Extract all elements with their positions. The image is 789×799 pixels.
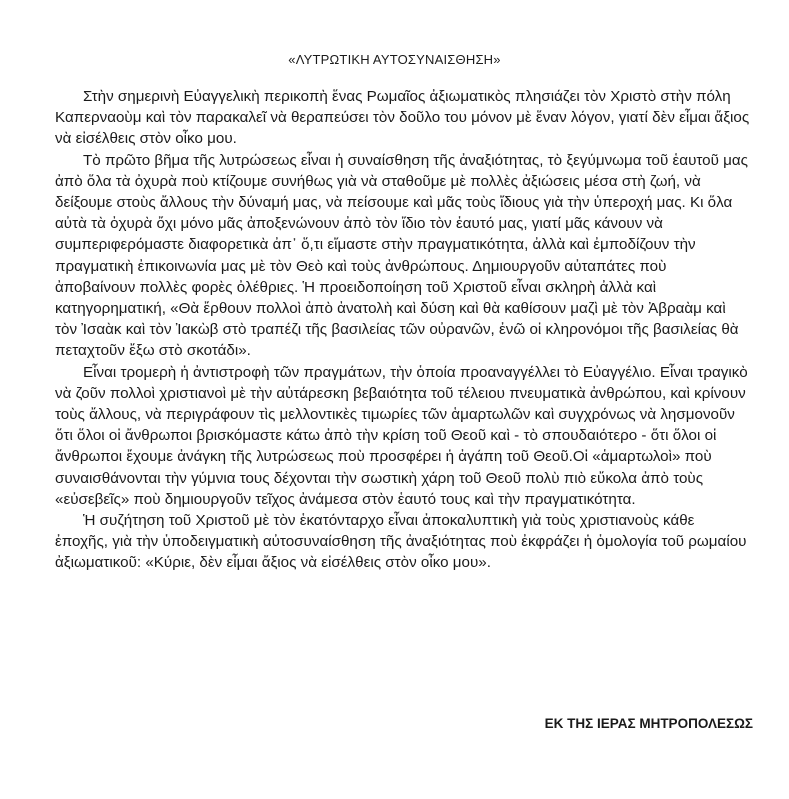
paragraph-4: Ἡ συζήτηση τοῦ Χριστοῦ μὲ τὸν ἑκατόνταρχο εἶναι ἀποκαλυπτικὴ γιὰ τοὺς χριστιανοὺς κάθε ἐποχῆς, γιὰ τὴν ὑποδειγματικὴ αὐτοσυναίσθηση τῆς ἀναξιότητας ποὺ ἐκφράζει ἡ ὁμολογία τοῦ ρωμαίου ἀξιωματικοῦ: «Κύριε, δὲν εἶμαι ἄξιος νὰ εἰσέλθεις στὸν οἶκο μου».	[55, 512, 747, 572]
paragraph-1: Στὴν σημερινὴ Εὐαγγελικὴ περικοπὴ ἕνας Ρωμαῖος ἀξιωματικὸς πλησιάζει τὸν Χριστὸ στὴν πόλη Καπερναοὺμ καὶ τὸν παρακαλεῖ νὰ θεραπεύσει τὸν δοῦλο του μόνον μὲ ἕναν λόγον, γιατί δὲν εἶμαι ἄξιος νὰ εἰσέλθεις στὸν οἶκο μου.	[55, 88, 750, 148]
paragraph-3: Εἶναι τρομερὴ ἡ ἀντιστροφὴ τῶν πραγμάτων, τὴν ὁποία προαναγγέλλει τὸ Εὐαγγέλιο. Εἶναι τραγικὸ νὰ ζοῦν πολλοὶ χριστιανοὶ μὲ τὴν αὐτάρεσκη βεβαιότητα τοῦ τέλειου πνευματικὰ ἀνθρώπου, καὶ κρίνουν τοὺς ἄλλους, νὰ περιγράφουν τὶς μελλοντικὲς τιμωρίες τῶν ἁμαρτωλῶν καὶ συγχρόνως νὰ λησμονοῦν ὅτι ὅλοι οἱ ἄνθρωποι βρισκόμαστε κάτω ἀπὸ τὴν κρίση τοῦ Θεοῦ καὶ - τὸ σπουδαιότερο - ὅτι ὅλοι οἱ ἄνθρωποι ἔχουμε ἀνάγκη τῆς λυτρώσεως ποὺ προσφέρει ἡ ἀγάπη τοῦ Θεοῦ.Οἱ «ἁμαρτωλοὶ» ποὺ συναισθάνονται τὴν γύμνια τους δέχονται τὴν σωστικὴ χάρη τοῦ Θεοῦ πολὺ πιὸ εὔκολα ἀπὸ τοὺς «εὐσεβεῖς» ποὺ δημιουργοῦν τεῖχος ἀνάμεσα στὸν ἑαυτό τους καὶ τὴν πραγματικότητα.	[55, 363, 748, 508]
paragraph-2: Τὸ πρῶτο βῆμα τῆς λυτρώσεως εἶναι ἡ συναίσθηση τῆς ἀναξιότητας, τὸ ξεγύμνωμα τοῦ ἑαυτοῦ μας ἀπὸ ὅλα τὰ ὀχυρὰ ποὺ κτίζουμε συνήθως γιὰ νὰ σταθοῦμε μὲ πολλὲς ἀξιώσεις μέσα στὴ ζωή, νὰ δείξουμε στοὺς ἄλλους τὴν δύναμή μας, νὰ πείσουμε καὶ μᾶς τοὺς ἴδιους γιὰ τὴν ὑπεροχή μας. Κι ὅλα αὐτὰ τὰ ὀχυρὰ ὄχι μόνο μᾶς ἀποξενώνουν ἀπὸ τὸν ἴδιο τὸν ἑαυτό μας, γιατί μᾶς κάνουν νὰ συμπεριφερόμαστε διαφορετικὰ ἀπ᾽ ὅ,τι εἴμαστε στὴν πραγματικότητα, ἀλλὰ καὶ ἐμποδίζουν τὴν πραγματικὴ ἐπικοινωνία μας μὲ τὸν Θεὸ καὶ τοὺς ἀνθρώπους. Δημιουργοῦν αὐταπάτες ποὺ ἀποβαίνουν πολλὲς φορὲς ὀλέθριες. Ἡ προειδοποίηση τοῦ Χριστοῦ εἶναι σκληρὴ ἀλλὰ καὶ κατηγορηματική, «Θὰ ἔρθουν πολλοὶ ἀπὸ ἀνατολὴ καὶ δύση καὶ θὰ καθίσουν μαζὶ μὲ τὸν Ἀβραὰμ καὶ τὸν Ἰσαὰκ καὶ τὸν Ἰακὼβ στὸ τραπέζι τῆς βασιλείας τῶν οὐρανῶν, ἐνῶ οἱ κληρονόμοι τῆς βασιλείας θὰ πεταχτοῦν ἔξω στὸ σκοτάδι».	[55, 151, 748, 360]
document-title: «ΛΥΤΡΩΤΙΚΗ ΑΥΤΟΣΥΝΑΙΣΘΗΣΗ»	[288, 52, 501, 67]
signature: ΕΚ ΤΗΣ ΙΕΡΑΣ ΜΗΤΡΟΠΟΛΕΣΩΣ	[544, 716, 753, 731]
document-body	[55, 86, 750, 574]
